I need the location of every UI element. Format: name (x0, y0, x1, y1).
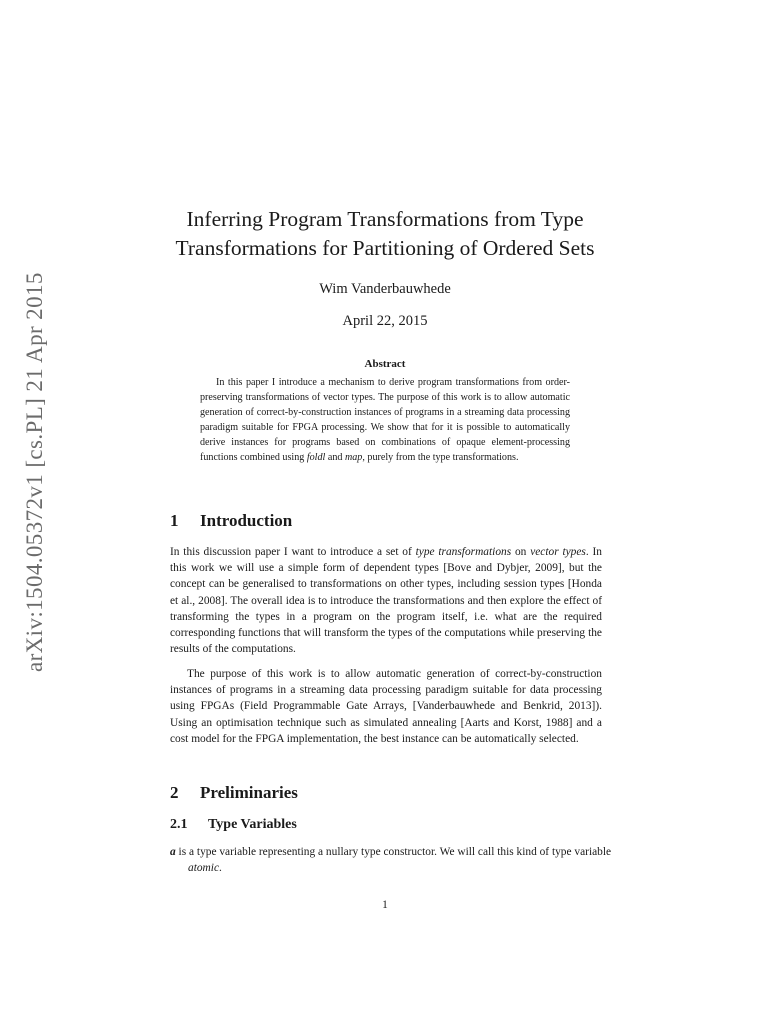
definition-text-part-2: . (219, 862, 222, 875)
intro-p1-part-b: on (511, 546, 531, 558)
section-title: Preliminaries (200, 783, 298, 802)
abstract-map: map (344, 452, 363, 464)
intro-paragraph-1 (170, 544, 602, 657)
title-line-2: Transformations for Partitioning of Ordered Sets (175, 236, 595, 260)
title-line-1: Inferring Program Transformations from Type (186, 207, 584, 231)
subsection-heading-type-variables (170, 817, 297, 833)
page-number: 1 (382, 899, 388, 911)
intro-p1-part-c: . In this work we will use a simple form of dependent types [Bove and Dybjer, 2009], but the concept can be generalised to transformations on other types, including session types [Honda et al., 2008]. The overall idea is to introduce the transformations and then explore the effect of transforming the types in a program on the program itself, i.e. what are the required corresponding functions that will transform the types of the computations while preserving the results of the computations. (170, 546, 603, 656)
abstract-text-part-1: In this paper I introduce a mechanism to derive program transformations from order-preserving transformations of vector types. The purpose of this work is to allow automatic generation of correct-by-construction instances of programs in a streaming data processing paradigm suitable for FPGA processing. We show that for it is possible to automatically derive instances for programs based on combinations of opaque element-processing functions combined using (200, 377, 570, 464)
intro-type-transformations: type transformations (415, 546, 512, 558)
section-title: Introduction (200, 511, 293, 530)
intro-paragraph-2: The purpose of this work is to allow automatic generation of correct-by-construction instances of programs in a streaming data processing paradigm suitable for data processing using FPGAs (Field Programmable Gate Arrays, [Vanderbauwhede and Benkrid, 2013]). Using an optimisation technique such as simulated annealing [Aarts and Korst, 1988] and a cost model for the FPGA implementation, the best instance can be automatically selected. (170, 668, 602, 745)
paper-date: April 22, 2015 (342, 313, 428, 329)
definition-term: a (170, 846, 176, 858)
section-number: 2 (170, 783, 179, 802)
definition-atomic: atomic (188, 862, 220, 875)
intro-vector-types: vector types (530, 546, 586, 558)
abstract-text-part-2: , purely from the type transformations. (362, 452, 519, 464)
section-heading-introduction (170, 511, 292, 531)
intro-p1-part-a: In this discussion paper I want to introduce a set of (170, 546, 416, 558)
paper-title (130, 205, 640, 263)
abstract-heading: Abstract (364, 358, 406, 370)
definition-atomic-type-variable (170, 844, 620, 876)
definition-text-part-1: is a type variable representing a nullary type constructor. We will call this kind of type variable (175, 846, 612, 858)
author-name: Wim Vanderbauwhede (319, 281, 451, 297)
arxiv-identifier: arXiv:1504.05372v1 [cs.PL] 21 Apr 2015 (22, 272, 47, 672)
abstract-and: and (325, 452, 345, 464)
subsection-title: Type Variables (208, 817, 297, 832)
section-heading-preliminaries (170, 783, 298, 803)
section-number: 1 (170, 511, 179, 530)
abstract-foldl: foldl (306, 452, 326, 464)
abstract-text (200, 375, 570, 466)
subsection-number: 2.1 (170, 817, 188, 832)
